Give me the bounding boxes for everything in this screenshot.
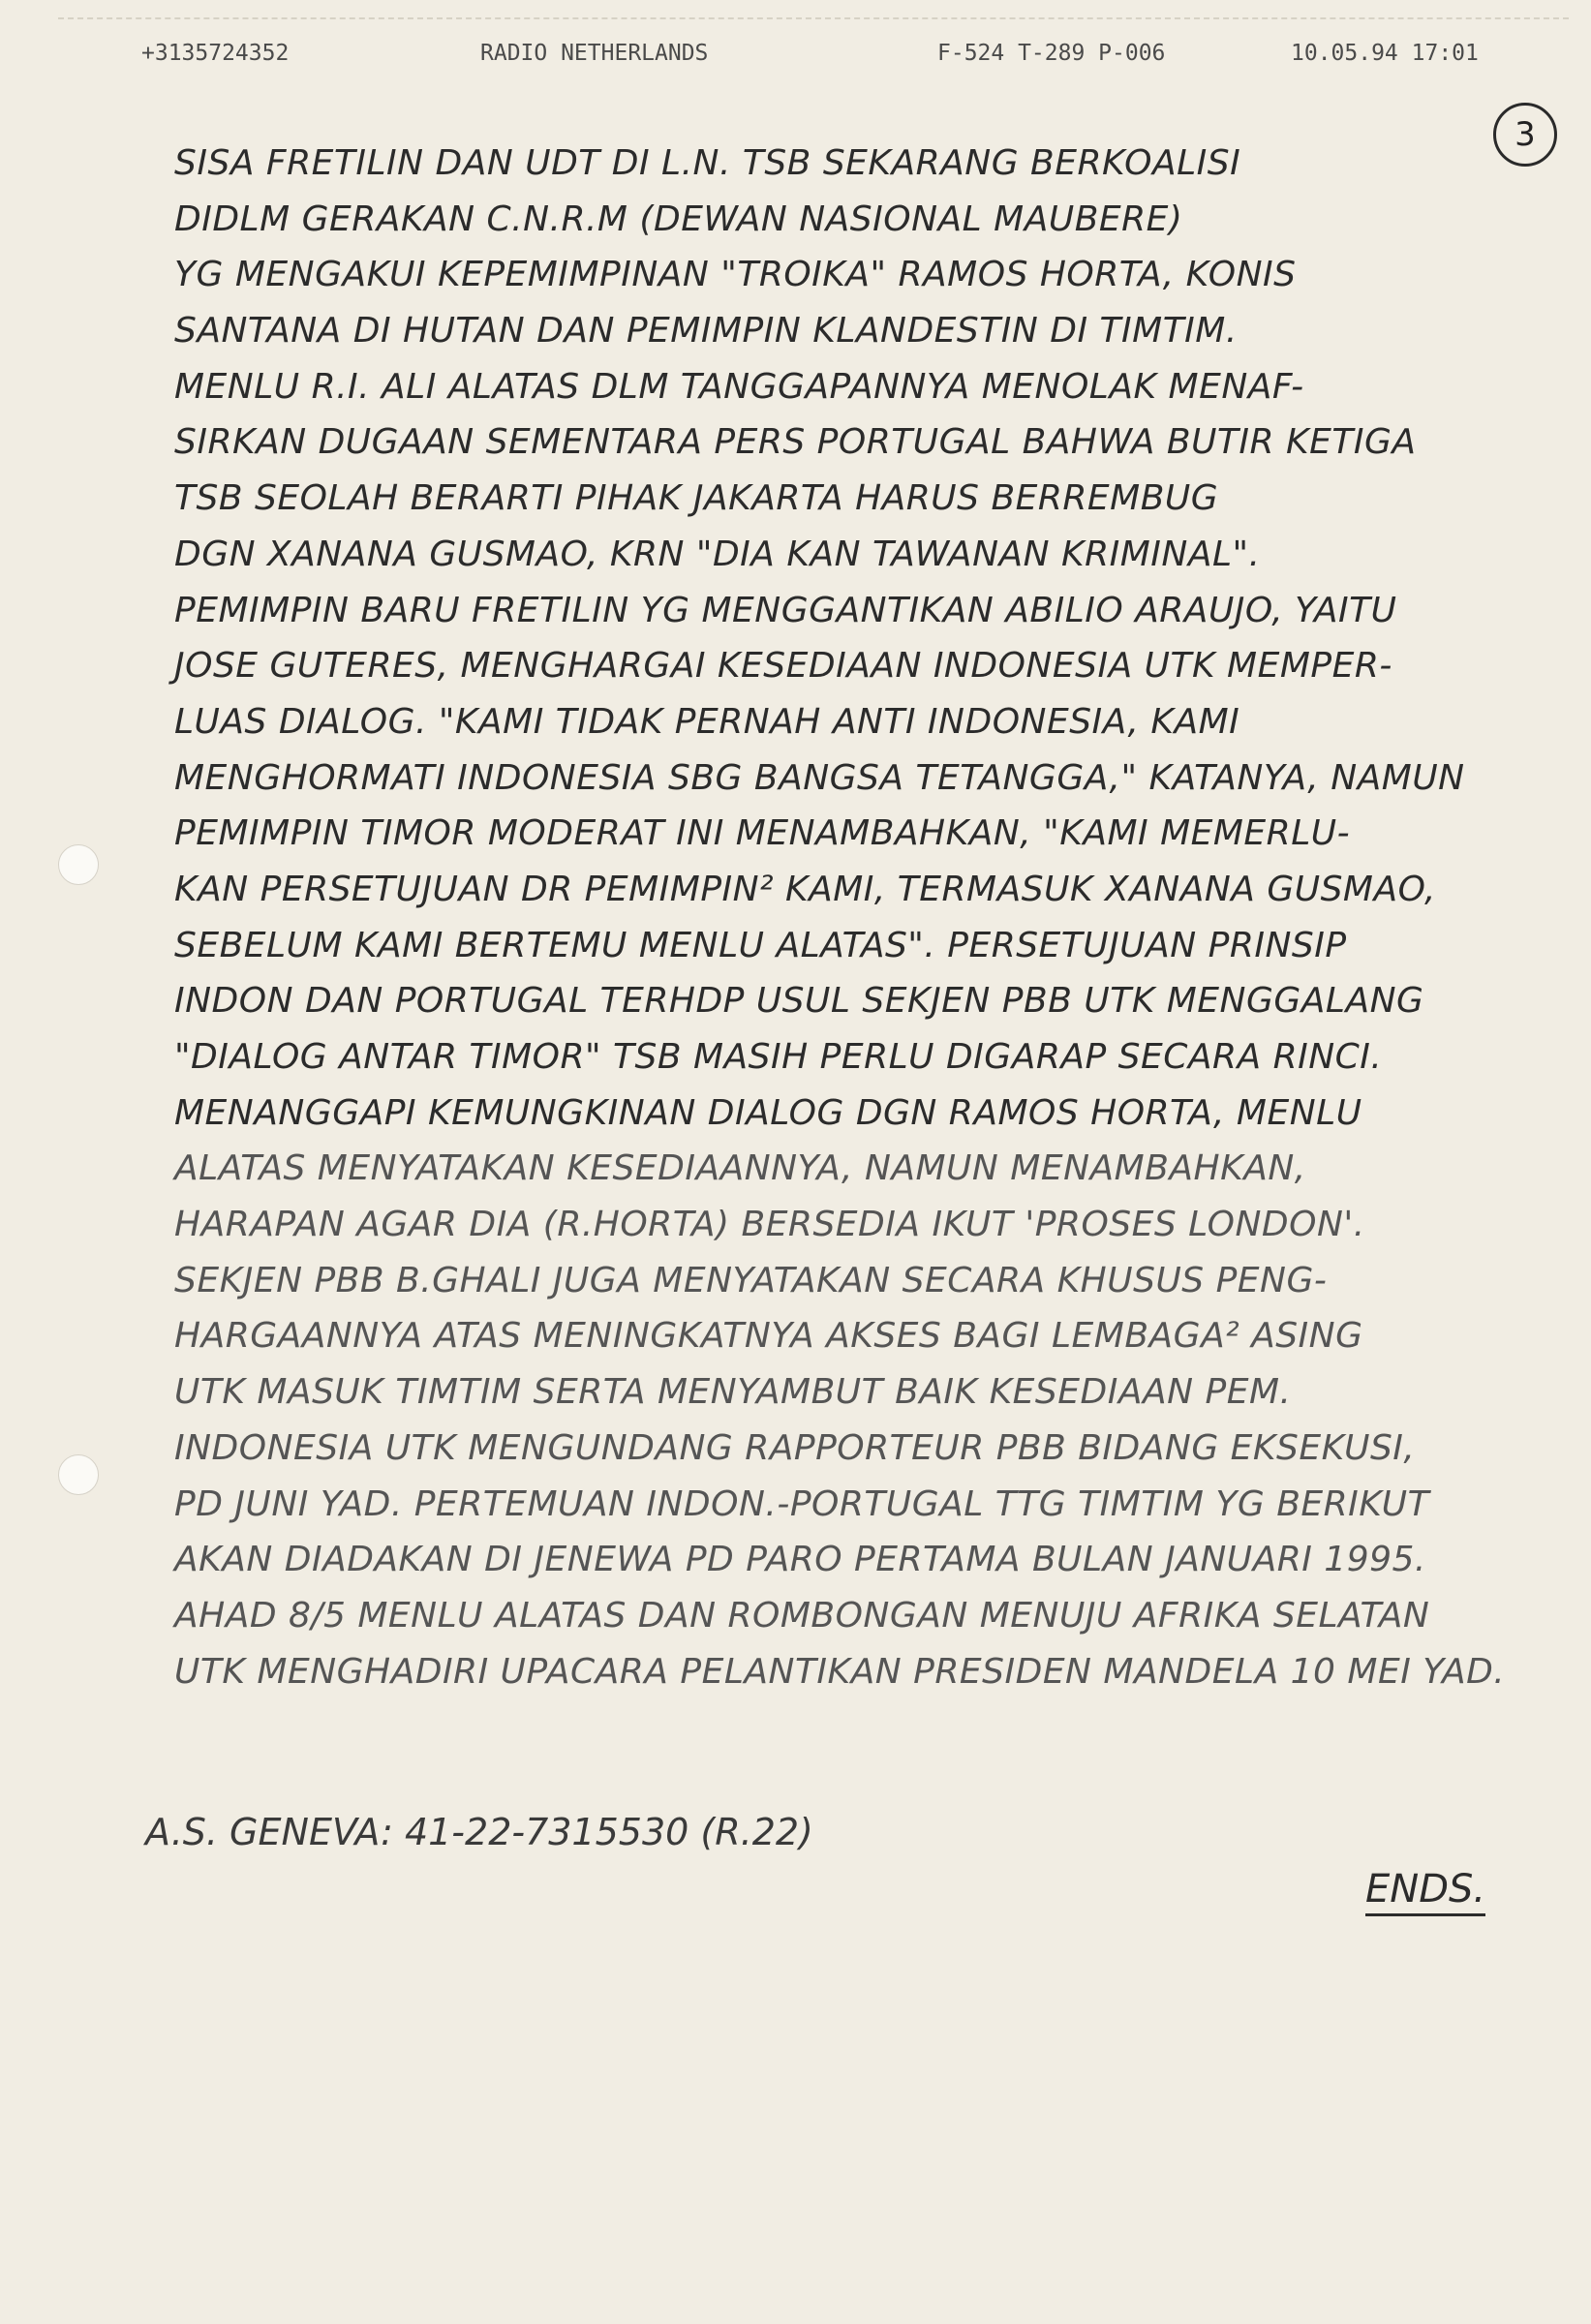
body-line: PD JUNI YAD. PERTEMUAN INDON.-PORTUGAL TTG TIMTIM YG BERIKUT [174, 1483, 1430, 1524]
punch-hole [58, 1454, 99, 1495]
body-line: "DIALOG ANTAR TIMOR" TSB MASIH PERLU DIGARAP SECARA RINCI. [174, 1037, 1383, 1077]
body-line: PEMIMPIN BARU FRETILIN YG MENGGANTIKAN ABILIO ARAUJO, YAITU [174, 590, 1397, 630]
body-line: MENANGGAPI KEMUNGKINAN DIALOG DGN RAMOS HORTA, MENLU [174, 1092, 1362, 1133]
body-line: JOSE GUTERES, MENGHARGAI KESEDIAAN INDONESIA UTK MEMPER- [174, 646, 1392, 687]
body-line: TSB SEOLAH BERARTI PIHAK JAKARTA HARUS BERREMBUG [174, 478, 1219, 519]
body-line: SANTANA DI HUTAN DAN PEMIMPIN KLANDESTIN DI TIMTIM. [174, 311, 1238, 352]
body-line: SIRKAN DUGAAN SEMENTARA PERS PORTUGAL BAHWA BUTIR KETIGA [174, 422, 1417, 463]
page-number: 3 [1493, 103, 1557, 167]
body-line: DGN XANANA GUSMAO, KRN "DIA KAN TAWANAN KRIMINAL". [174, 534, 1261, 574]
body-line: INDON DAN PORTUGAL TERHDP USUL SEKJEN PBB UTK MENGGALANG [174, 981, 1424, 1022]
body-line: MENLU R.I. ALI ALATAS DLM TANGGAPANNYA MENOLAK MENAF- [174, 366, 1304, 407]
fax-datetime: 10.05.94 17:01 [1291, 41, 1479, 66]
body-line: SISA FRETILIN DAN UDT DI L.N. TSB SEKARANG BERKOALISI [174, 143, 1241, 183]
body-line: PEMIMPIN TIMOR MODERAT INI MENAMBAHKAN, "KAMI MEMERLU- [174, 813, 1351, 854]
body-line: DIDLM GERAKAN C.N.R.M (DEWAN NASIONAL MAUBERE) [174, 199, 1183, 239]
body-line: UTK MASUK TIMTIM SERTA MENYAMBUT BAIK KESEDIAAN PEM. [174, 1372, 1292, 1413]
body-line: YG MENGAKUI KEPEMIMPINAN "TROIKA" RAMOS HORTA, KONIS [174, 255, 1297, 295]
body-line: LUAS DIALOG. "KAMI TIDAK PERNAH ANTI INDONESIA, KAMI [174, 701, 1240, 742]
body-line: MENGHORMATI INDONESIA SBG BANGSA TETANGGA," KATANYA, NAMUN [174, 757, 1465, 798]
body-line: HARGAANNYA ATAS MENINGKATNYA AKSES BAGI LEMBAGA² ASING [174, 1316, 1363, 1357]
sender-signature-line: A.S. GENEVA: 41-22-7315530 (R.22) [145, 1811, 813, 1853]
body-line: UTK MENGHADIRI UPACARA PELANTIKAN PRESIDEN MANDELA 10 MEI YAD. [174, 1651, 1506, 1692]
top-edge-line [58, 17, 1569, 19]
fax-header [0, 41, 1591, 70]
fax-station-name: RADIO NETHERLANDS [480, 41, 709, 66]
body-line: AHAD 8/5 MENLU ALATAS DAN ROMBONGAN MENUJU AFRIKA SELATAN [174, 1595, 1430, 1636]
body-line: SEBELUM KAMI BERTEMU MENLU ALATAS". PERSETUJUAN PRINSIP [174, 925, 1347, 965]
body-line: ALATAS MENYATAKAN KESEDIAANNYA, NAMUN MENAMBAHKAN, [174, 1148, 1306, 1189]
punch-hole [58, 844, 99, 885]
fax-phone-number: +3135724352 [141, 41, 290, 66]
body-line: HARAPAN AGAR DIA (R.HORTA) BERSEDIA IKUT 'PROSES LONDON'. [174, 1205, 1365, 1245]
fax-transmission-codes: F-524 T-289 P-006 [937, 41, 1166, 66]
body-line: SEKJEN PBB B.GHALI JUGA MENYATAKAN SECARA KHUSUS PENG- [174, 1260, 1328, 1300]
body-line: INDONESIA UTK MENGUNDANG RAPPORTEUR PBB BIDANG EKSEKUSI, [174, 1427, 1416, 1468]
body-line: KAN PERSETUJUAN DR PEMIMPIN² KAMI, TERMASUK XANANA GUSMAO, [174, 869, 1436, 909]
handwritten-body [174, 136, 1559, 1699]
ends-marker: ENDS. [1365, 1867, 1485, 1916]
body-line: AKAN DIADAKAN DI JENEWA PD PARO PERTAMA BULAN JANUARI 1995. [174, 1540, 1426, 1580]
